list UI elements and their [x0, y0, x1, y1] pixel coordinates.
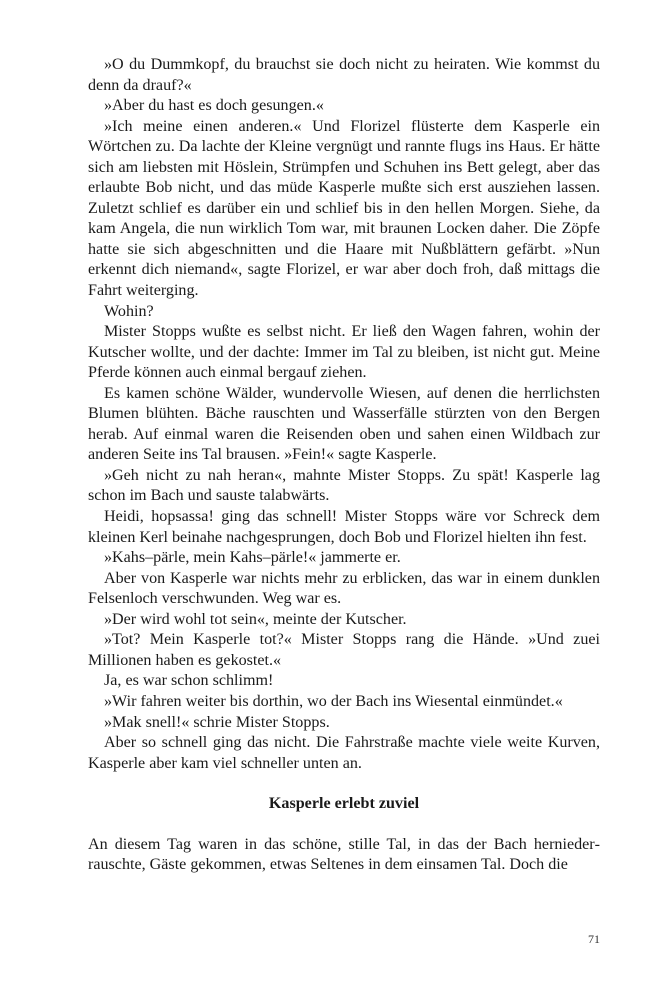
- paragraph: Mister Stopps wußte es selbst nicht. Er ließ den Wagen fahren, wohin der Kutscher wollte, und der dachte: Immer im Tal zu bleiben, ist nicht gut. Meine Pferde können auch einmal bergauf ziehen.: [88, 323, 600, 382]
- paragraph: »Tot? Mein Kasperle tot?« Mister Stopps rang die Hände. »Und zuei Millionen haben es gekostet.«: [88, 631, 600, 669]
- paragraph: »Mak snell!« schrie Mister Stopps.: [104, 713, 330, 731]
- paragraph: »Ich meine einen anderen.« Und Florizel flüsterte dem Kasperle ein Wörtchen zu. Da lachte der Kleine vergnügt und rannte flugs ins Haus. Er hätte sich am liebsten mit Höslein, Strümpfen und Schuhen ins Bett gelegt, aber das erlaubte Bob nicht, und das müde Kasperle mußte sich erst ausziehen lassen. Zuletzt schlief es darüber ein und schlief bis in den hellen Morgen. Siehe, da kam Angela, die nun wirklich Tom war, mit braunen Locken daher. Die Zöpfe hatte sie sich abgeschnitten und die Haare mit Nußblättern gefärbt. »Nun erkennt dich niemand«, sagte Florizel, er war aber doch froh, daß mittags die Fahrt weiterging.: [88, 117, 600, 300]
- paragraph: An diesem Tag waren in das schöne, stille Tal, in das der Bach herniederrauschte, Gäste gekommen, etwas Seltenes in dem einsamen Tal. Doch die: [88, 835, 600, 874]
- paragraph: »Wir fahren weiter bis dorthin, wo der Bach ins Wiesental einmündet.«: [104, 692, 563, 710]
- paragraph: Heidi, hopsassa! ging das schnell! Mister Stopps wäre vor Schreck dem kleinen Kerl beinahe nachgesprungen, doch Bob und Florizel hielten ihn fest.: [88, 508, 600, 546]
- paragraph: Wohin?: [104, 302, 154, 320]
- paragraph: »Geh nicht zu nah heran«, mahnte Mister Stopps. Zu spät! Kasperle lag schon im Bach und sauste talabwärts.: [88, 466, 600, 505]
- paragraph: »Kahs–pärle, mein Kahs–pärle!« jammerte er.: [104, 549, 401, 567]
- page-number: 71: [588, 932, 600, 946]
- paragraph: Es kamen schöne Wälder, wundervolle Wiesen, auf denen die herrlichsten Blumen blühten. Bäche rauschten und Wasserfälle stürzten von den Bergen herab. Auf einmal waren die Reisenden oben und sahen einen Wildbach zur anderen Seite ins Tal brausen. »Fein!« sagte Kasperle.: [88, 384, 600, 464]
- paragraph: »Der wird wohl tot sein«, meinte der Kutscher.: [104, 610, 407, 628]
- paragraph: Ja, es war schon schlimm!: [104, 672, 274, 690]
- page-body: [88, 55, 600, 876]
- chapter-heading: Kasperle erlebt zuviel: [268, 795, 420, 813]
- paragraph: Aber so schnell ging das nicht. Die Fahrstraße machte viele weite Kurven, Kasperle aber kam viel schneller unten an.: [88, 734, 600, 772]
- paragraph: »O du Dummkopf, du brauchst sie doch nicht zu heiraten. Wie kommst du denn da drauf?«: [88, 56, 600, 94]
- paragraph: Aber von Kasperle war nichts mehr zu erblicken, das war in einem dunklen Felsenloch verschwunden. Weg war es.: [88, 569, 600, 608]
- paragraph: »Aber du hast es doch gesungen.«: [104, 97, 324, 115]
